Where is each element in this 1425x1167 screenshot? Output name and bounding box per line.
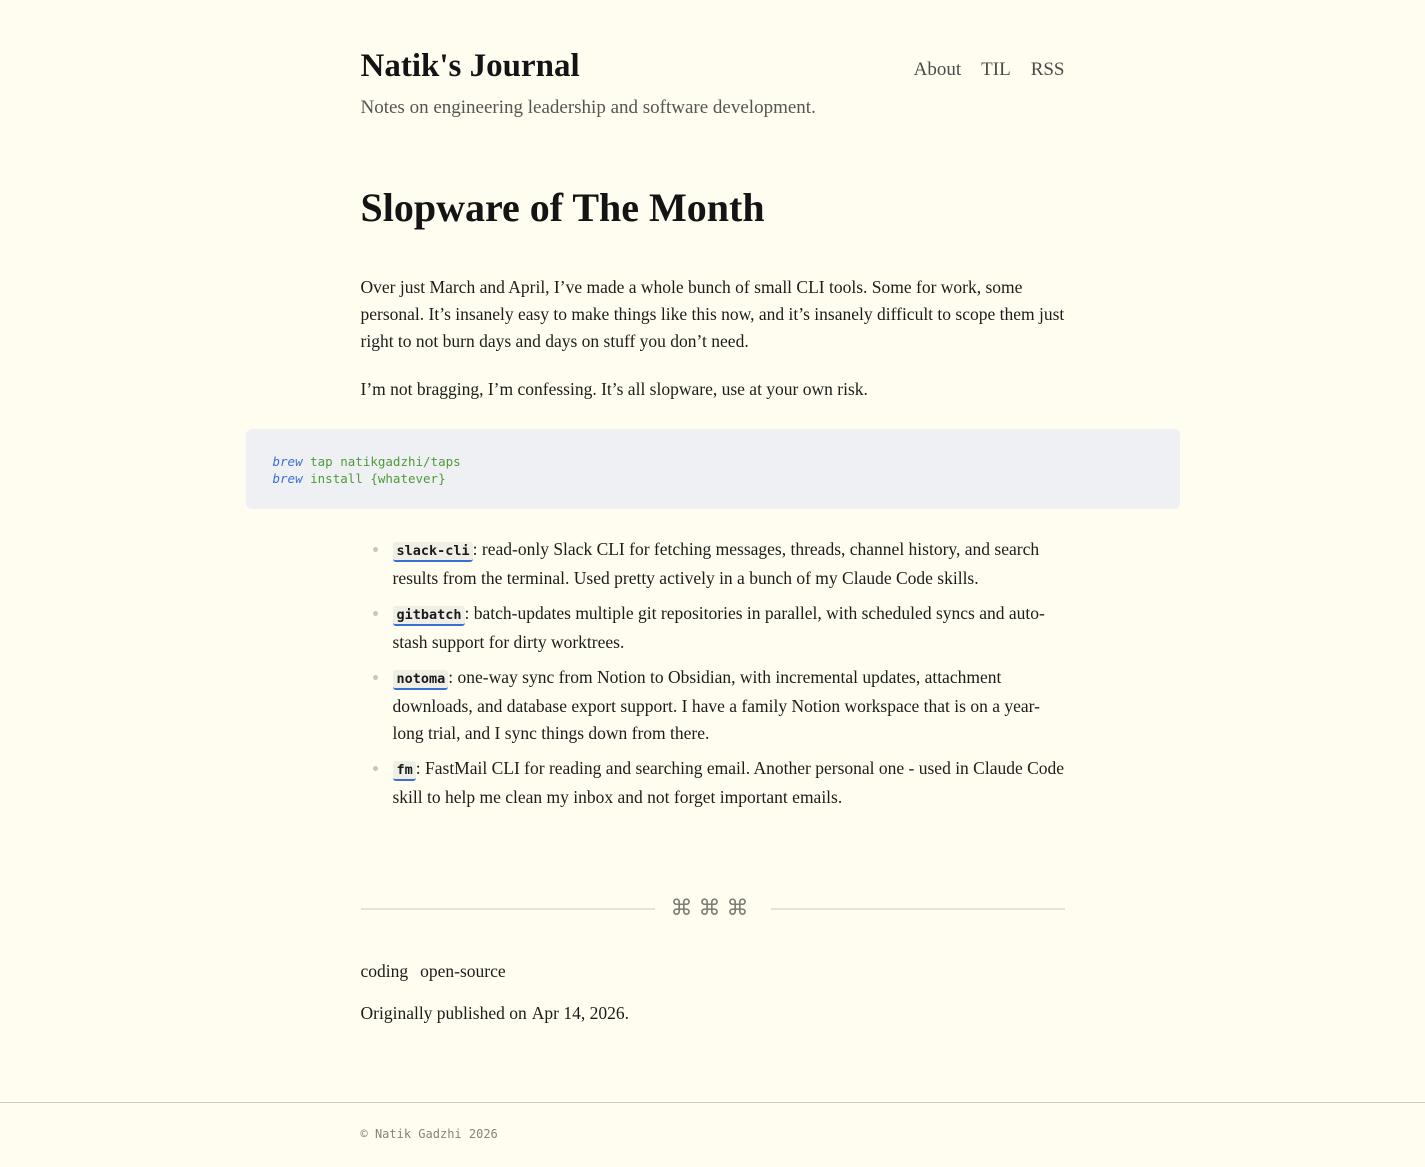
tool-description: : FastMail CLI for reading and searching email. Another personal one - used in Claude Code skill to help me clean my inbox and not forget important emails. [392, 758, 1065, 807]
tag-list [361, 959, 1065, 983]
footer-container [361, 1103, 1065, 1141]
nav-link-about[interactable]: About [913, 59, 962, 80]
code-arguments: install {whatever} [302, 471, 446, 486]
site-header [361, 0, 1065, 140]
divider-line [361, 908, 655, 910]
nav-link-til[interactable]: TIL [981, 59, 1011, 80]
post [272, 184, 1065, 1025]
tool-link-notoma[interactable]: notoma [393, 670, 449, 690]
list-item [393, 664, 1065, 747]
code-line [273, 453, 1153, 470]
main-container [272, 0, 1065, 1025]
code-command: brew [272, 454, 303, 469]
paragraph: Over just March and April, I’ve made a whole bunch of small CLI tools. Some for work, some personal. It’s insanely easy to make things like this now, and it’s insanely difficult to scope them just right to not burn days and days on stuff you don’t need. [360, 277, 1065, 351]
published-date: Apr 14, 2026. [531, 1003, 629, 1023]
tool-list [361, 536, 1065, 811]
bullet-icon [373, 675, 378, 680]
bullet-icon [373, 547, 378, 552]
divider-line [771, 908, 1065, 910]
site-footer [0, 1102, 1425, 1167]
bullet-icon [373, 766, 378, 771]
tag-open-source[interactable]: open-source [420, 961, 506, 981]
tool-description: : batch-updates multiple git repositories in parallel, with scheduled syncs and auto-stash support for dirty worktrees. [392, 603, 1045, 652]
published-info [361, 1001, 1065, 1025]
tool-description: : one-way sync from Notion to Obsidian, with incremental updates, attachment downloads, and database export support. I have a family Notion workspace that is on a year-long trial, and I sync things down from there. [392, 667, 1040, 743]
tool-link-gitbatch[interactable]: gitbatch [393, 606, 465, 626]
post-body [272, 274, 1065, 811]
published-label: Originally published on [360, 1003, 527, 1023]
tool-description: : read-only Slack CLI for fetching messages, threads, channel history, and search results from the terminal. Used pretty actively in a bunch of my Claude Code skills. [392, 539, 1040, 588]
paragraph: I’m not bragging, I’m confessing. It’s all slopware, use at your own risk. [360, 379, 868, 399]
code-arguments: tap natikgadzhi/taps [302, 454, 461, 469]
tag-coding[interactable]: coding [360, 961, 409, 981]
command-key-icon: ⌘⌘⌘ [670, 896, 755, 921]
nav-link-rss[interactable]: RSS [1030, 59, 1065, 80]
code-command: brew [272, 471, 303, 486]
site-title[interactable]: Natik's Journal [360, 48, 580, 84]
code-line [273, 470, 1153, 487]
bullet-icon [373, 611, 378, 616]
list-item [393, 600, 1065, 656]
section-divider [361, 897, 1065, 921]
site-nav [914, 58, 1065, 82]
post-title: Slopware of The Month [360, 185, 765, 230]
site-tagline: Notes on engineering leadership and software development. [360, 97, 816, 118]
copyright: © Natik Gadzhi 2026 [360, 1127, 498, 1141]
tool-link-slack-cli[interactable]: slack-cli [393, 542, 473, 562]
list-item [393, 755, 1065, 811]
list-item [393, 536, 1065, 592]
code-block[interactable] [246, 429, 1180, 509]
tool-link-fm[interactable]: fm [393, 761, 416, 781]
